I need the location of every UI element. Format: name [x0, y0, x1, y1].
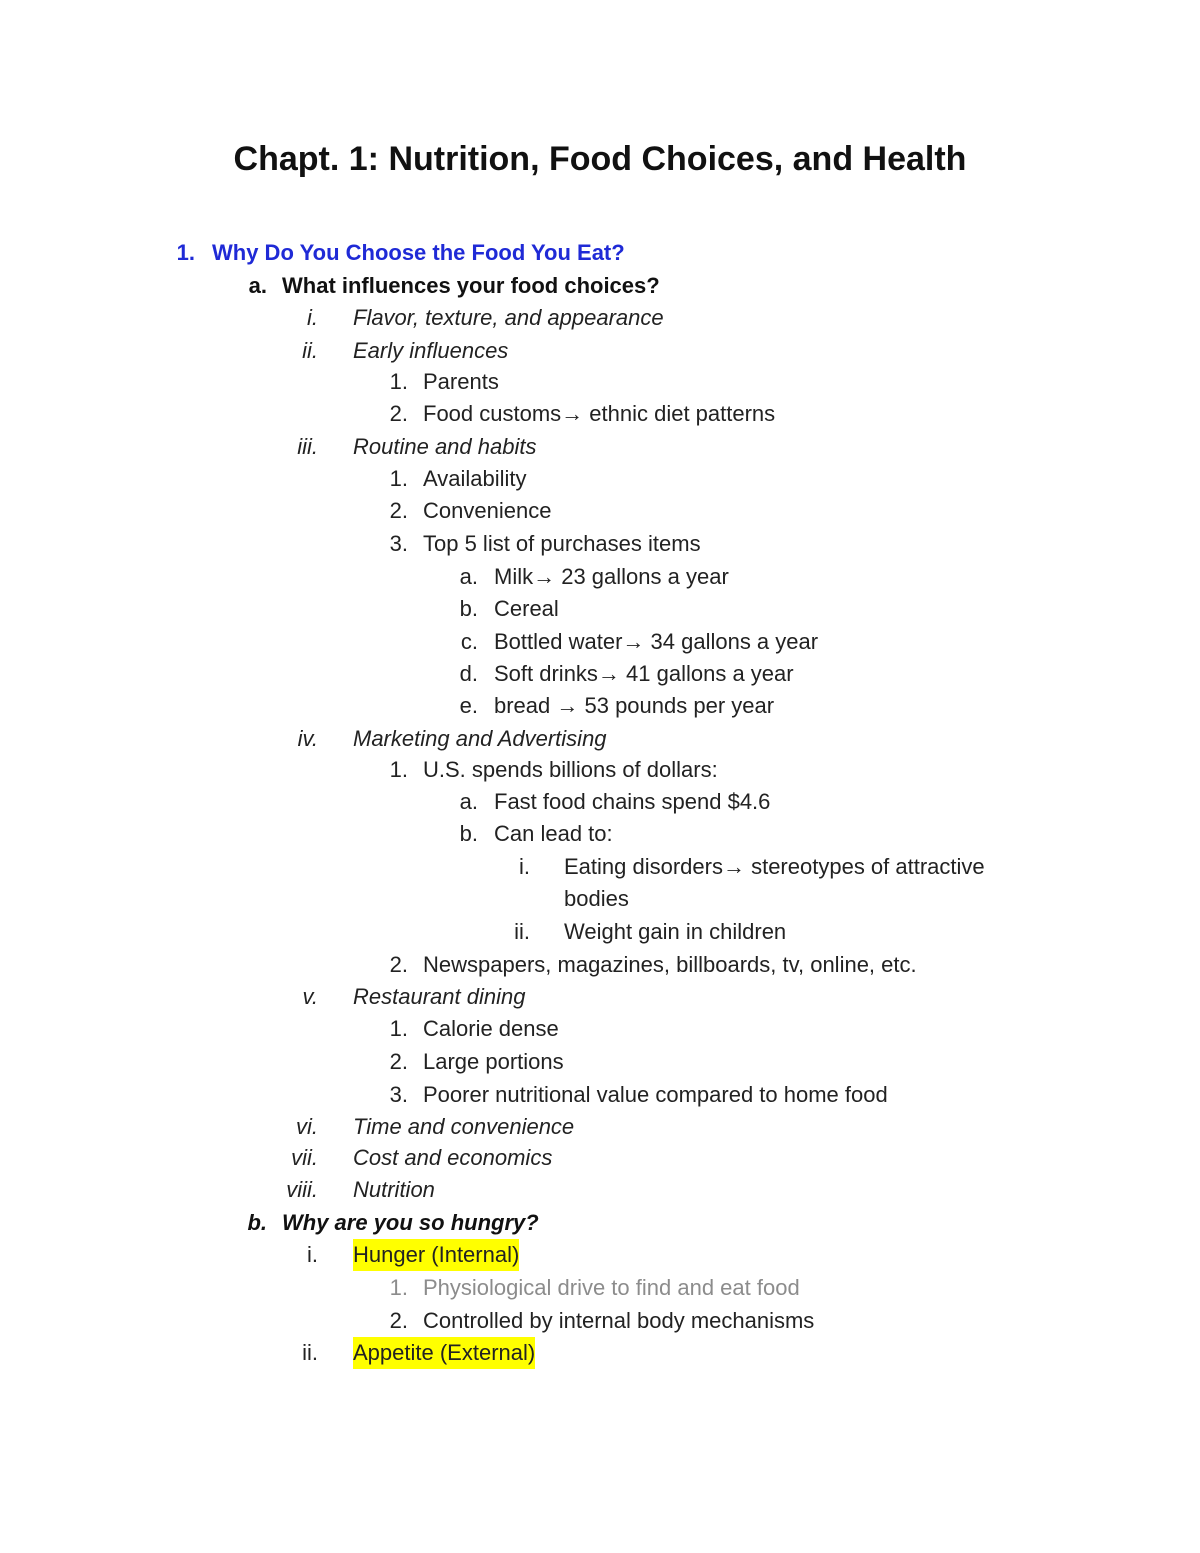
- list-item: [430, 626, 1130, 658]
- list-item-text: U.S. spends billions of dollars:: [423, 757, 718, 782]
- list-item-text: Bottled water→ 34 gallons a year: [494, 629, 819, 654]
- list-marker: 2.: [389, 401, 408, 426]
- list-item-text: Eating disorders→ stereotypes of attractive: [564, 854, 985, 879]
- list-marker: vi.: [296, 1114, 318, 1139]
- list-item-text: Availability: [423, 466, 527, 491]
- list-item-text: Cereal: [494, 596, 559, 621]
- list-marker: viii.: [286, 1177, 318, 1202]
- list-marker: 2.: [389, 1049, 408, 1074]
- list-marker: 1.: [176, 240, 195, 265]
- list-marker: 3.: [389, 531, 408, 556]
- list-marker: 1.: [389, 369, 408, 394]
- list-item: [250, 981, 950, 1013]
- list-marker: 3.: [389, 1082, 408, 1107]
- list-marker: a.: [459, 564, 478, 589]
- list-item: [250, 1174, 950, 1206]
- list-marker: 2.: [389, 498, 408, 523]
- subsection-heading: [220, 270, 920, 302]
- list-marker: ii.: [302, 1340, 318, 1365]
- list-marker: 2.: [389, 952, 408, 977]
- list-item: [360, 1046, 1060, 1078]
- list-item: [430, 690, 1130, 722]
- list-marker: b.: [459, 821, 478, 846]
- list-marker: i.: [519, 854, 530, 879]
- list-marker: 1.: [389, 1016, 408, 1041]
- list-item: [360, 949, 1060, 981]
- subsection-heading-text: Why are you so hungry?: [282, 1210, 539, 1235]
- list-marker: iii.: [297, 434, 318, 459]
- list-item: [250, 1111, 950, 1143]
- list-item-text: Flavor, texture, and appearance: [353, 305, 664, 330]
- list-item: [360, 366, 1060, 398]
- list-item-text: Marketing and Advertising: [353, 726, 607, 751]
- list-item: [360, 528, 1060, 560]
- list-item-text: Parents: [423, 369, 499, 394]
- list-marker: e.: [459, 693, 478, 718]
- list-item: [360, 463, 1060, 495]
- list-item-text: Time and convenience: [353, 1114, 575, 1139]
- list-item: [250, 1337, 950, 1369]
- list-item-text: Routine and habits: [353, 434, 537, 459]
- list-marker: 1.: [389, 466, 408, 491]
- list-item: [360, 495, 1060, 527]
- list-item: [430, 658, 1130, 690]
- list-item-text: Food customs→ ethnic diet patterns: [423, 401, 776, 426]
- highlighted-text: Appetite (External): [353, 1337, 535, 1369]
- list-item-text: Physiological drive to find and eat food: [423, 1275, 800, 1300]
- list-item-text: Nutrition: [353, 1177, 435, 1202]
- list-item-text: Large portions: [423, 1049, 564, 1074]
- list-marker: 1.: [389, 1275, 408, 1300]
- list-item: [360, 1013, 1060, 1045]
- list-marker: v.: [302, 984, 318, 1009]
- list-item-text: Restaurant dining: [353, 984, 526, 1009]
- list-item-text: bodies: [564, 886, 629, 911]
- list-item-text: Weight gain in children: [564, 919, 787, 944]
- list-item: [250, 723, 950, 755]
- list-marker: 2.: [389, 1308, 408, 1333]
- list-item-continuation: [470, 883, 870, 915]
- list-item-text: Fast food chains spend $4.6: [494, 789, 771, 814]
- list-marker: b.: [459, 596, 478, 621]
- section-heading: [150, 237, 850, 269]
- list-item: [250, 302, 950, 334]
- list-marker: d.: [459, 661, 478, 686]
- list-marker: b.: [247, 1210, 267, 1235]
- list-marker: ii.: [302, 338, 318, 363]
- list-marker: 1.: [389, 757, 408, 782]
- list-item-text: Soft drinks→ 41 gallons a year: [494, 661, 794, 686]
- list-item-text: Early influences: [353, 338, 509, 363]
- list-item: [360, 754, 1060, 786]
- list-item: [250, 335, 950, 367]
- list-item: [360, 1305, 1060, 1337]
- list-marker: i.: [307, 1242, 318, 1267]
- list-item: [250, 1239, 950, 1271]
- list-item: [430, 593, 1130, 625]
- subsection-heading-text: What influences your food choices?: [282, 273, 660, 298]
- list-item: [430, 786, 1130, 818]
- list-item-text: Newspapers, magazines, billboards, tv, online, etc.: [423, 952, 917, 977]
- list-marker: a.: [459, 789, 478, 814]
- list-item: [360, 398, 1060, 430]
- highlighted-text: Hunger (Internal): [353, 1239, 519, 1271]
- list-item-text: Can lead to:: [494, 821, 613, 846]
- list-item: [430, 561, 1130, 593]
- list-marker: i.: [307, 305, 318, 330]
- list-marker: ii.: [514, 919, 530, 944]
- list-item-text: bread → 53 pounds per year: [494, 693, 775, 718]
- list-item: [470, 916, 1170, 948]
- list-item: [360, 1079, 1060, 1111]
- list-item-text: Convenience: [423, 498, 552, 523]
- list-marker: c.: [460, 629, 478, 654]
- list-marker: a.: [248, 273, 267, 298]
- list-item-text: Calorie dense: [423, 1016, 559, 1041]
- list-item: [430, 818, 1130, 850]
- list-item: [250, 1142, 950, 1174]
- list-item-text: Cost and economics: [353, 1145, 553, 1170]
- list-item-text: Milk→ 23 gallons a year: [494, 564, 729, 589]
- section-heading-text: Why Do You Choose the Food You Eat?: [212, 240, 625, 265]
- list-item: [470, 851, 1170, 883]
- subsection-heading: [220, 1207, 920, 1239]
- list-marker: iv.: [297, 726, 318, 751]
- list-item: [250, 431, 950, 463]
- list-item: [360, 1272, 1060, 1304]
- list-item-text: Poorer nutritional value compared to home food: [423, 1082, 888, 1107]
- list-item-text: Top 5 list of purchases items: [423, 531, 701, 556]
- page-title: Chapt. 1: Nutrition, Food Choices, and Health: [233, 140, 967, 178]
- list-item-text: Controlled by internal body mechanisms: [423, 1308, 815, 1333]
- list-marker: vii.: [291, 1145, 318, 1170]
